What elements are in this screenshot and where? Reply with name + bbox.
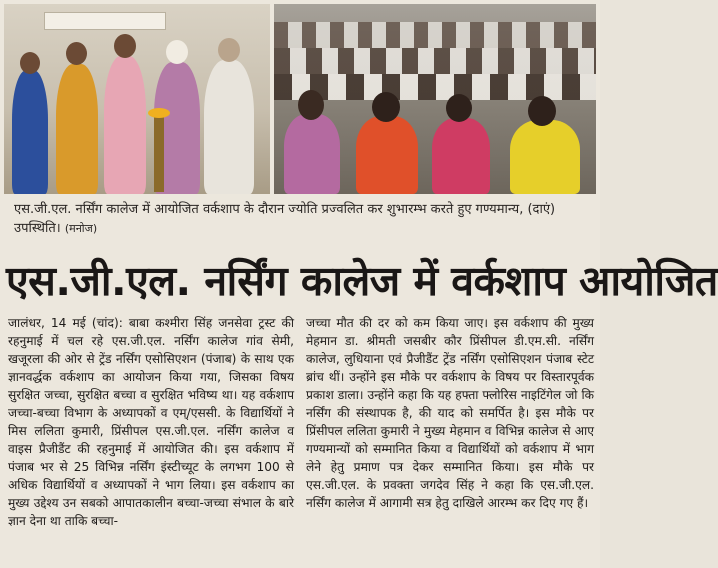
person-head (446, 94, 472, 122)
person-head (20, 52, 40, 74)
caption-text: एस.जी.एल. नर्सिंग कालेज में आयोजित वर्कशाप के दौरान ज्योति प्रज्वलित कर शुभारम्भ करते हुए गण्यमान्य, (दाएं) उपस्थिति। (14, 202, 556, 236)
article-column-1 (8, 314, 294, 530)
person-head (66, 42, 87, 65)
photo-strip (4, 4, 596, 194)
lamp-stand (154, 114, 164, 192)
person-head (166, 40, 188, 64)
article-text-2: जच्चा मौत की दर को कम किया जाए। इस वर्कशाप की मुख्य मेहमान डा. श्रीमती जसबीर कौर प्रिंसीपल डी.एम.सी. नर्सिंग कालेज, लुधियाना एवं प्रैजीडैंट ट्रेंड नर्सिंग एसोसिएशन पंजाब स्टेट ब्रांच थीं। उन्होंने इस मौके पर वर्कशाप के विषय पर विस्तारपूर्वक प्रकाश डाला। उन्होंने कहा कि यह हफ्ता फ्लोरिस नाइटिंगेल जो कि नर्सिंग की संस्थापक है, की याद को समर्पित है। इस मौके पर प्रिंसीपल ललिता कुमारी ने मुख्य मेहमान व विभिन्न कालेज से आए गण्यमान्यों को सम्मानित किया व विद्यार्थियों को वर्कशाप में भाग लेने हेतु प्रमाण पत्र देकर सम्मानित किया। इस मौके पर एस.जी.एल. के प्रवक्ता जगदेव सिंह ने कहा कि एस.जी.एल. नर्सिंग कालेज में आगामी सत्र हेतु दाखिले आरम्भ कर दिए गए हैं। (306, 316, 594, 510)
article-text-1: बाबा कश्मीरा सिंह जनसेवा ट्रस्ट की रहनुमाई में चल रहे एस.जी.एल. नर्सिंग कालेज गांव सेमी, खजूरला की ओर से ट्रेंड नर्सिंग एसोसिएशन (पंजाब) के साथ एक ज्ञानवर्द्धक वर्कशाप का आयोजन किया गया, जिसका विषय सुरक्षित जच्चा, सुरक्षित बच्चा व सुरक्षित भविष्य था। यह वर्कशाप जच्चा-बच्चा विभाग के अध्यापकों व एम्/एससी. के विद्यार्थियों ने मिस ललिता कुमारी, प्रिंसीपल एस.जी.एल. नर्सिंग कालेज व वाइस प्रैजीडैंट की रहनुमाई में आयोजित की। इस वर्कशाप में पंजाब भर से 25 विभिन्न नर्सिंग इंस्टीच्यूट के लगभग 100 से अधिक विद्यार्थियों व अध्यापकों ने भाग लिया। इस वर्कशाप का मुख्य उद्देश्य उन सबको आपातकालीन बच्चा-जच्चा संभाल के बारे ज्ञान देना था ताकि बच्चा- (8, 316, 295, 528)
audience-row (274, 22, 596, 48)
audience-row (274, 48, 596, 74)
person-head (114, 34, 136, 58)
person-figure (356, 116, 418, 194)
banner (44, 12, 166, 30)
person-figure (204, 60, 254, 194)
dateline: जालंधर, 14 मई (चांद): (8, 316, 123, 330)
audience-photo (274, 4, 596, 194)
person-head (218, 38, 240, 62)
person-figure (432, 118, 490, 194)
caption-credit: (मनोज) (64, 222, 98, 235)
person-figure (284, 114, 340, 194)
audience-row (274, 74, 596, 100)
article-column-2 (306, 314, 594, 512)
person-head (372, 92, 400, 122)
lamp-lighting-photo (4, 4, 270, 194)
person-figure (56, 64, 98, 194)
person-head (298, 90, 324, 120)
headline: एस.जी.एल. नर्सिंग कालेज में वर्कशाप आयोजित (6, 257, 718, 305)
lamp-flame (148, 108, 170, 118)
person-head (528, 96, 556, 126)
photo-caption (14, 200, 588, 238)
person-figure (12, 70, 48, 194)
person-figure (510, 120, 580, 194)
person-figure (104, 56, 146, 194)
